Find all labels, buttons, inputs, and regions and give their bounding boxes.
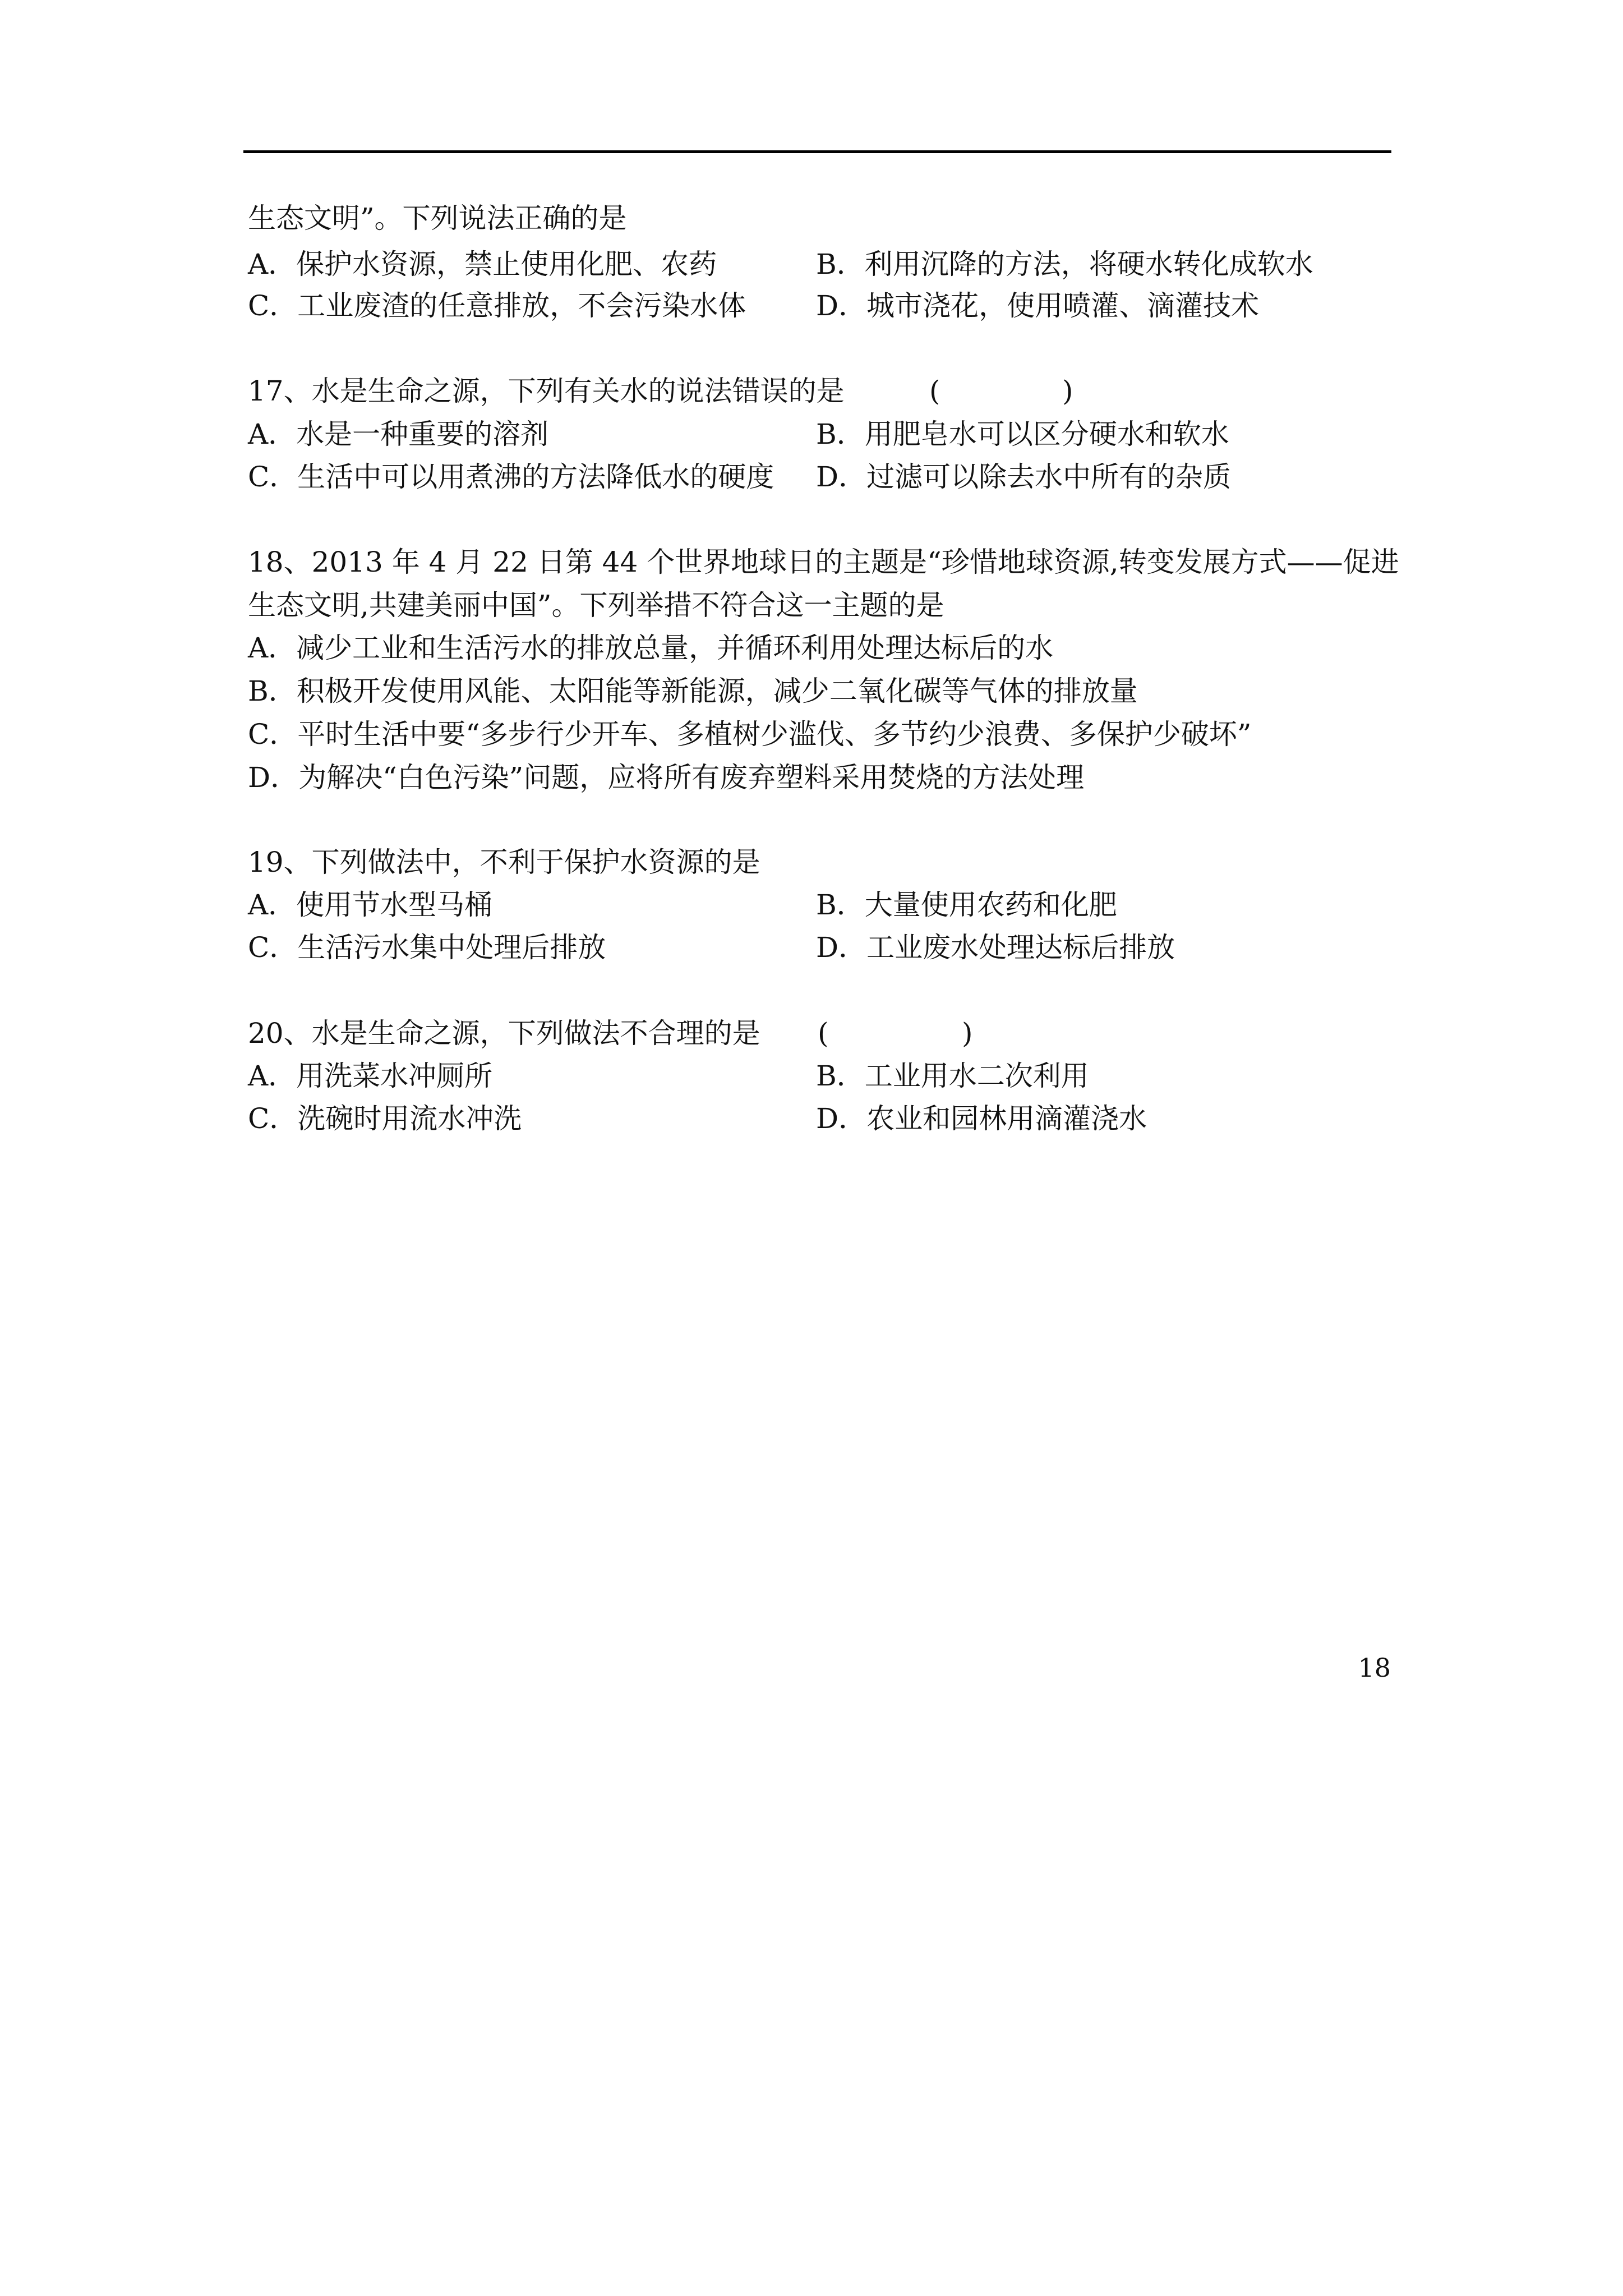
q17-answer-bracket-close: ) [1062,375,1073,407]
q18-option-b [248,677,1138,705]
option-text: 用洗菜水冲厕所 [296,1060,493,1092]
q18-stem-line-2: 生态文明,共建美丽中国”。下列举措不符合这一主题的是 [248,589,944,622]
option-text: 过滤可以除去水中所有的杂质 [866,461,1232,493]
option-label: C． [248,461,298,493]
option-text: 为解决“白色污染”问题，应将所有废弃塑料采用焚烧的方法处理 [298,761,1085,794]
q19-stem: 19、下列做法中，不利于保护水资源的是 [248,846,760,878]
q19-option-d [816,931,1175,964]
option-text: 平时生活中要“多步行少开车、多植树少滥伐、多节约少浪费、多保护少破坏” [297,718,1252,751]
q20-answer-bracket-open: ( [818,1017,829,1050]
q19-option-a [248,891,492,919]
option-label: B． [248,675,297,707]
option-label: D． [816,289,867,322]
option-text: 利用沉降的方法，将硬水转化成软水 [864,248,1313,280]
q19-option-c [248,931,606,964]
q20-option-c [248,1102,522,1135]
q20-option-d [816,1102,1147,1135]
option-label: D． [248,761,299,794]
option-label: A． [248,632,297,664]
option-label: A． [248,248,297,280]
q17-answer-bracket-open: ( [929,375,940,407]
option-text: 水是一种重要的溶剂 [296,418,549,450]
option-label: C． [248,718,298,751]
option-label: A． [248,418,297,450]
q16-option-d [816,289,1260,322]
option-label: B． [816,1060,865,1092]
q17-option-d [816,463,1231,491]
option-label: D． [816,1102,867,1135]
option-text: 保护水资源，禁止使用化肥、农药 [296,248,717,280]
option-text: 工业废水处理达标后排放 [866,931,1175,964]
option-text: 工业用水二次利用 [864,1060,1089,1092]
option-label: A． [248,889,297,921]
q17-option-c [248,463,774,491]
option-text: 生活中可以用煮沸的方法降低水的硬度 [297,461,774,493]
q20-option-a [248,1062,492,1090]
option-text: 积极开发使用风能、太阳能等新能源，减少二氧化碳等气体的排放量 [296,675,1138,707]
q16-option-c [248,289,746,322]
option-label: C． [248,289,298,322]
option-text: 洗碗时用流水冲洗 [297,1102,522,1135]
option-text: 使用节水型马桶 [296,889,493,921]
option-text: 生活污水集中处理后排放 [297,931,606,964]
q18-stem-line-1: 18、2013 年 4 月 22 日第 44 个世界地球日的主题是“珍惜地球资源,转变发展方式——促进 [248,546,1399,578]
q20-stem: 20、水是生命之源，下列做法不合理的是 [248,1017,760,1050]
option-label: B． [816,889,865,921]
option-label: C． [248,1102,298,1135]
q18-option-a [248,634,1053,662]
q18-option-d [248,763,1084,792]
q20-option-b [816,1062,1089,1090]
q16-stem: 生态文明”。下列说法正确的是 [248,202,627,234]
option-label: B． [816,248,865,280]
page-number: 18 [1358,1653,1391,1683]
option-text: 农业和园林用滴灌浇水 [866,1102,1147,1135]
q16-option-b [816,250,1313,278]
q19-option-b [816,891,1117,919]
option-label: B． [816,418,865,450]
q17-option-a [248,420,548,448]
option-text: 大量使用农药和化肥 [864,889,1117,921]
option-text: 城市浇花，使用喷灌、滴灌技术 [866,289,1260,322]
q16-option-a [248,250,717,278]
option-text: 用肥皂水可以区分硬水和软水 [864,418,1229,450]
q17-option-b [816,420,1229,448]
option-label: D． [816,931,867,964]
option-label: D． [816,461,867,493]
q20-answer-bracket-close: ) [962,1017,973,1050]
header-rule [243,150,1391,153]
option-text: 工业废渣的任意排放，不会污染水体 [297,289,746,322]
q18-option-c [248,718,1252,751]
option-text: 减少工业和生活污水的排放总量，并循环利用处理达标后的水 [296,632,1054,664]
q17-stem: 17、水是生命之源，下列有关水的说法错误的是 [248,375,845,407]
option-label: C． [248,931,298,964]
option-label: A． [248,1060,297,1092]
